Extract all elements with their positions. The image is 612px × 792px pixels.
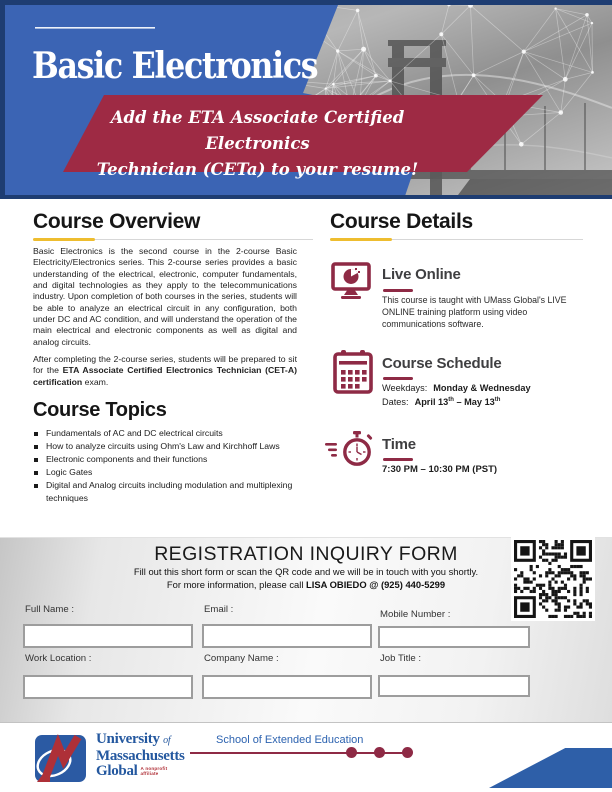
contact-info: LISA OBIEDO @ (925) 440-5299 [306, 579, 446, 590]
company-name-input[interactable] [204, 678, 370, 698]
footer-dot [402, 747, 413, 758]
mobile-number-field[interactable] [378, 626, 530, 648]
course-overview-body [33, 246, 297, 388]
full-name-input[interactable] [25, 627, 191, 647]
email-label: Email : [204, 604, 234, 615]
footer-blue-corner-shape [489, 748, 612, 788]
topic-item: How to analyze circuits using Ohm's Law and Kirchhoff Laws [33, 440, 307, 453]
full-name-label: Full Name : [25, 604, 75, 615]
job-title-input[interactable] [380, 679, 528, 697]
umass-global-logo-text [96, 732, 185, 780]
logo-line-3: Global A nonprofit affiliate [96, 763, 168, 779]
weekdays-label: Weekdays: [382, 383, 428, 393]
footer-dot [374, 747, 385, 758]
underline-grey-segment [95, 239, 313, 240]
registration-form-subtitle2: For more information, please call LISA OBIEDO @ (925) 440-5299 [166, 579, 446, 590]
live-online-title: Live Online [382, 266, 461, 283]
dates-value: April 13th – May 13th [414, 397, 501, 408]
work-location-label: Work Location : [25, 653, 92, 664]
footer-dot [346, 747, 357, 758]
topic-item: Digital and Analog circuits including modulation and multiplexing techniques [33, 479, 307, 505]
mobile-number-label: Mobile Number : [380, 609, 451, 620]
topic-item: Electronic components and their functions [33, 453, 307, 466]
topic-item: Logic Gates [33, 466, 307, 479]
mobile-number-input[interactable] [380, 630, 528, 648]
page-title: Basic Electronics [32, 45, 318, 87]
course-details-underline [330, 238, 583, 241]
logo-line-2: Massachusetts [96, 747, 185, 764]
course-schedule-title: Course Schedule [382, 355, 502, 372]
job-title-label: Job Title : [380, 653, 422, 664]
course-details-heading: Course Details [330, 210, 473, 233]
registration-form-title: REGISTRATION INQUIRY FORM [154, 543, 458, 565]
company-name-label: Company Name : [204, 653, 279, 664]
ribbon-tagline-line1: Add the ETA Associate Certified Electronics [110, 108, 405, 153]
underline-gold-segment [330, 238, 392, 241]
time-accent-bar [383, 458, 413, 461]
schedule-weekdays-line [382, 383, 531, 393]
time-title: Time [382, 436, 416, 453]
weekdays-value: Monday & Wednesday [433, 383, 531, 393]
course-topics-heading: Course Topics [33, 399, 167, 421]
topic-item: Fundamentals of AC and DC electrical circuits [33, 427, 307, 440]
course-topics-list [33, 427, 307, 505]
qr-code [511, 537, 595, 621]
school-of-extended-education-label: School of Extended Education [216, 734, 364, 746]
footer-divider-line [190, 752, 404, 754]
title-accent-line [35, 27, 155, 29]
full-name-field[interactable] [23, 624, 193, 648]
dates-label: Dates: [382, 397, 409, 408]
work-location-input[interactable] [25, 678, 191, 698]
overview-paragraph-2: After completing the 2-course series, students will be prepared to sit for the ETA Associate Certified Electronics Technician (CET-A) certification exam. [33, 354, 297, 387]
underline-gold-segment [33, 238, 95, 241]
underline-grey-segment [392, 239, 583, 240]
registration-form-subtitle1: Fill out this short form or scan the QR code and we will be in touch with you shortly. [133, 566, 479, 577]
navy-bottom-border [0, 195, 612, 199]
logo-nonprofit-note: A nonprofit affiliate [140, 766, 168, 776]
qr-code-graphic [514, 540, 592, 618]
ribbon-tagline [60, 105, 455, 183]
email-input[interactable] [204, 627, 370, 647]
ribbon-tagline-line2: Technician (CETa) to your resume! [96, 160, 419, 179]
calendar-icon [333, 350, 373, 394]
stopwatch-icon [325, 431, 375, 467]
course-overview-heading: Course Overview [33, 210, 201, 233]
header-banner [0, 0, 612, 199]
live-online-accent-bar [383, 289, 413, 292]
navy-left-border [0, 0, 5, 199]
time-value: 7:30 PM – 10:30 PM (PST) [382, 464, 498, 475]
overview-paragraph-1: Basic Electronics is the second course in the 2-course Basic Electricity/Electronics series. This 2-course series provides a basic understanding of the electrical, electronic, computer fundamentals, and digital technologies as they apply to the telecommunications industry. Upon completion of both courses in the series, students will be able to analyze an electrical circuit in any configuration, both under DC and AC condition, and will understand the operation of the main electrical and electronic components as well as digital and analog circuits. [33, 246, 297, 347]
course-schedule-accent-bar [383, 377, 413, 380]
certification-name: ETA Associate Certified Electronics Technician (CET-A) certification [33, 365, 297, 387]
course-overview-underline [33, 238, 313, 241]
navy-top-border [0, 0, 612, 5]
live-online-description: This course is taught with UMass Global's LIVE ONLINE training platform using video communications software. [382, 295, 567, 329]
email-field[interactable] [202, 624, 372, 648]
company-name-field[interactable] [202, 675, 372, 699]
job-title-field[interactable] [378, 675, 530, 697]
umass-global-logo-mark [33, 730, 88, 785]
logo-line-1: University of [96, 731, 171, 747]
work-location-field[interactable] [23, 675, 193, 699]
monitor-icon [331, 262, 371, 302]
schedule-dates-line [382, 397, 500, 407]
